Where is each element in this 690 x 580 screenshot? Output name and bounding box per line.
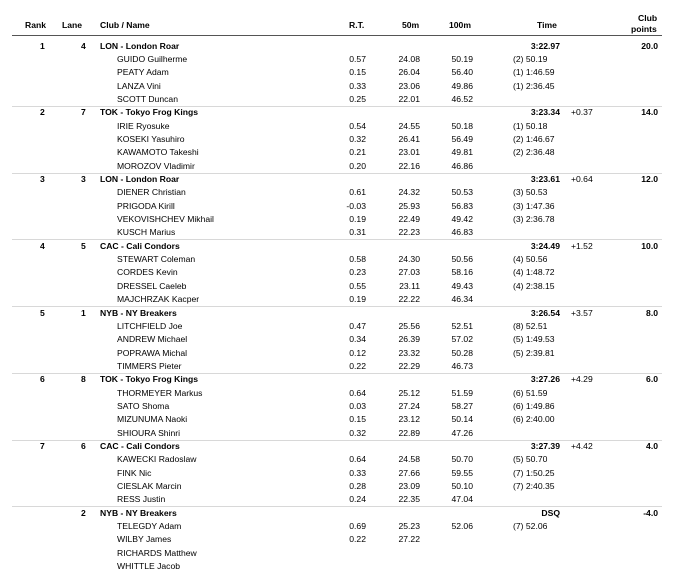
swimmer-split-50m: 22.35: [398, 494, 420, 505]
results-header: [0, 0, 690, 36]
team-lane: 4: [81, 40, 86, 51]
swimmer-name: DIENER Christian: [117, 187, 186, 198]
swimmer-split-50m: 22.49: [398, 214, 420, 225]
swimmer-name: WHITTLE Jacob: [117, 561, 181, 572]
team-time: 3:23.34: [530, 107, 560, 118]
team-time: DSQ: [541, 507, 560, 518]
team-lane: 8: [81, 374, 86, 385]
swimmer-split-100m: 49.86: [451, 80, 473, 91]
swimmer-cumulative-split: (5) 50.70: [513, 454, 548, 465]
team-time: 3:22.97: [530, 40, 560, 51]
swimmer-name: TIMMERS Pieter: [117, 360, 182, 371]
swimmer-split-50m: 23.09: [398, 481, 420, 492]
swimmer-reaction-time: 0.28: [349, 481, 366, 492]
swimmer-cumulative-split: (5) 1:49.53: [513, 334, 555, 345]
swimmer-split-50m: 25.93: [398, 200, 420, 211]
team-lane: 2: [81, 507, 86, 518]
swimmer-cumulative-split: (6) 1:49.86: [513, 400, 555, 411]
swimmer-reaction-time: 0.69: [349, 521, 366, 532]
swimmer-reaction-time: 0.61: [349, 187, 366, 198]
swimmer-split-100m: 47.26: [451, 427, 473, 438]
swimmer-reaction-time: 0.33: [349, 80, 366, 91]
team-time-behind: +4.42: [571, 441, 593, 451]
swimmer-reaction-time: 0.24: [349, 494, 366, 505]
swimmer-name: SATO Shoma: [117, 400, 170, 411]
swimmer-reaction-time: 0.15: [349, 67, 366, 78]
swimmer-split-100m: 46.86: [451, 160, 473, 171]
swimmer-split-50m: 22.29: [398, 360, 420, 371]
swimmer-cumulative-split: (2) 2:36.48: [513, 147, 555, 158]
swimmer-reaction-time: 0.19: [349, 214, 366, 225]
swimmer-name: GUIDO Guilherme: [117, 53, 188, 64]
swimmer-split-100m: 58.27: [451, 400, 473, 411]
swimmer-split-50m: 24.32: [398, 187, 420, 198]
swimmer-split-100m: 51.59: [451, 387, 473, 398]
swimmer-cumulative-split: (2) 1:46.67: [513, 133, 555, 144]
swimmer-split-100m: 46.52: [451, 93, 473, 104]
swimmer-name: CIESLAK Marcin: [117, 481, 182, 492]
swimmer-name: PRIGODA Kirill: [117, 200, 175, 211]
team-club-points: 20.0: [641, 40, 658, 51]
swimmer-cumulative-split: (2) 50.19: [513, 53, 548, 64]
team-club-points: 4.0: [646, 441, 658, 451]
swimmer-split-100m: 56.49: [451, 133, 473, 144]
swimmer-split-100m: 49.43: [451, 280, 473, 291]
swimmer-split-100m: 50.70: [451, 454, 473, 465]
team-lane: 6: [81, 441, 86, 451]
swimmer-split-50m: 25.56: [398, 320, 420, 331]
team-lane: 7: [81, 107, 86, 118]
swimmer-name: FINK Nic: [117, 467, 152, 478]
swimmer-reaction-time: 0.22: [349, 360, 366, 371]
swimmer-reaction-time: 0.22: [349, 534, 366, 545]
swimmer-split-50m: 24.58: [398, 454, 420, 465]
swimmer-split-100m: 50.56: [451, 254, 473, 265]
swimmer-name: LITCHFIELD Joe: [117, 320, 183, 331]
club-name-header: Club / Name: [100, 20, 150, 30]
swimmer-split-50m: 24.08: [398, 53, 420, 64]
team-time-behind: +4.29: [571, 374, 593, 385]
swimmer-split-50m: 27.24: [398, 400, 420, 411]
swimmer-reaction-time: 0.64: [349, 387, 366, 398]
team-lane: 5: [81, 240, 86, 251]
swimmer-split-100m: 46.34: [451, 294, 473, 305]
swimmer-split-100m: 49.42: [451, 214, 473, 225]
swimmer-split-50m: 27.66: [398, 467, 420, 478]
split-50m-header: 50m: [402, 20, 420, 30]
swimmer-cumulative-split: (1) 50.18: [513, 120, 548, 131]
swimmer-name: TELEGDY Adam: [117, 521, 182, 532]
swimmer-reaction-time: 0.20: [349, 160, 366, 171]
swimmer-split-50m: 25.23: [398, 521, 420, 532]
swimmer-name: MOROZOV Vladimir: [117, 160, 195, 171]
team-club-name: NYB - NY Breakers: [100, 307, 177, 318]
swimmer-reaction-time: 0.21: [349, 147, 366, 158]
swimmer-reaction-time: 0.12: [349, 347, 366, 358]
reaction-time-header: R.T.: [349, 20, 365, 30]
swimmer-split-100m: 50.14: [451, 414, 473, 425]
club-points-header-line1: Club: [638, 13, 658, 23]
swimmer-name: LANZA Vini: [117, 80, 161, 91]
swimmer-split-50m: 23.12: [398, 414, 420, 425]
team-club-points: 6.0: [646, 374, 658, 385]
team-club-points: 10.0: [641, 240, 658, 251]
swimmer-split-100m: 58.16: [451, 267, 473, 278]
swimmer-split-100m: 50.28: [451, 347, 473, 358]
team-club-name: TOK - Tokyo Frog Kings: [100, 107, 199, 118]
swimmer-name: STEWART Coleman: [117, 254, 196, 265]
team-rank: 4: [40, 240, 45, 251]
swimmer-name: RESS Justin: [117, 494, 166, 505]
team-time: 3:27.26: [530, 374, 560, 385]
team-time-behind: +3.57: [571, 307, 593, 318]
swimmer-reaction-time: 0.34: [349, 334, 366, 345]
swimmer-split-100m: 50.18: [451, 120, 473, 131]
swimmer-cumulative-split: (5) 2:39.81: [513, 347, 555, 358]
swimmer-reaction-time: 0.23: [349, 267, 366, 278]
swimmer-split-100m: 57.02: [451, 334, 473, 345]
swimmer-split-100m: 47.04: [451, 494, 473, 505]
swimmer-reaction-time: 0.31: [349, 227, 366, 238]
swimmer-split-100m: 46.83: [451, 227, 473, 238]
team-time: 3:27.39: [530, 441, 560, 451]
team-club-name: LON - London Roar: [100, 40, 180, 51]
team-club-points: 8.0: [646, 307, 658, 318]
swimmer-reaction-time: 0.57: [349, 53, 366, 64]
swimmer-split-100m: 52.51: [451, 320, 473, 331]
team-club-name: NYB - NY Breakers: [100, 507, 177, 518]
swimmer-split-100m: 56.40: [451, 67, 473, 78]
swimmer-reaction-time: 0.64: [349, 454, 366, 465]
team-club-name: CAC - Cali Condors: [100, 240, 180, 251]
swimmer-split-100m: 56.83: [451, 200, 473, 211]
swimmer-split-50m: 23.01: [398, 147, 420, 158]
team-lane: 1: [81, 307, 86, 318]
team-time-behind: +1.52: [571, 240, 593, 251]
swimmer-name: THORMEYER Markus: [117, 387, 203, 398]
swimmer-split-100m: 52.06: [451, 521, 473, 532]
swimmer-reaction-time: 0.47: [349, 320, 366, 331]
swimmer-name: MIZUNUMA Naoki: [117, 414, 188, 425]
swimmer-reaction-time: 0.55: [349, 280, 366, 291]
swimmer-cumulative-split: (3) 1:47.36: [513, 200, 555, 211]
header-divider: [12, 35, 662, 36]
team-lane: 3: [81, 174, 86, 184]
swimmer-name: SHIOURA Shinri: [117, 427, 181, 438]
swimmer-name: KAWAMOTO Takeshi: [117, 147, 199, 158]
swimmer-split-100m: 50.19: [451, 53, 473, 64]
swimmer-split-100m: 46.73: [451, 360, 473, 371]
swimmer-cumulative-split: (6) 51.59: [513, 387, 548, 398]
swimmer-cumulative-split: (4) 50.56: [513, 254, 548, 265]
swimmer-cumulative-split: (8) 52.51: [513, 320, 548, 331]
swimmer-split-50m: 22.16: [398, 160, 420, 171]
swimmer-split-50m: 22.22: [398, 294, 420, 305]
team-club-name: CAC - Cali Condors: [100, 441, 180, 451]
team-rank: 1: [40, 40, 45, 51]
swimmer-name: ANDREW Michael: [117, 334, 188, 345]
swimmer-split-50m: 22.01: [398, 93, 420, 104]
swimmer-split-50m: 23.06: [398, 80, 420, 91]
swimmer-name: KUSCH Marius: [117, 227, 176, 238]
swimmer-name: KOSEKI Yasuhiro: [117, 133, 185, 144]
swimmer-split-50m: 25.12: [398, 387, 420, 398]
swimmer-cumulative-split: (3) 50.53: [513, 187, 548, 198]
swimmer-cumulative-split: (1) 1:46.59: [513, 67, 555, 78]
swimmer-reaction-time: -0.03: [346, 200, 366, 211]
team-club-points: 14.0: [641, 107, 658, 118]
team-time: 3:24.49: [530, 240, 560, 251]
swimmer-cumulative-split: (4) 2:38.15: [513, 280, 555, 291]
swimmer-split-50m: 23.11: [399, 280, 420, 291]
swimmer-split-50m: 27.22: [398, 534, 420, 545]
swimmer-cumulative-split: (3) 2:36.78: [513, 214, 555, 225]
swimmer-reaction-time: 0.19: [349, 294, 366, 305]
time-header: Time: [537, 20, 557, 30]
swimmer-cumulative-split: (1) 2:36.45: [513, 80, 555, 91]
swimmer-split-50m: 24.30: [398, 254, 420, 265]
swimmer-name: DRESSEL Caeleb: [117, 280, 187, 291]
split-100m-header: 100m: [449, 20, 471, 30]
team-rank: 7: [40, 441, 45, 451]
swimmer-name: KAWECKI Radoslaw: [117, 454, 197, 465]
swimmer-reaction-time: 0.03: [349, 400, 366, 411]
swimmer-cumulative-split: (7) 1:50.25: [513, 467, 555, 478]
team-club-name: TOK - Tokyo Frog Kings: [100, 374, 199, 385]
swimmer-split-50m: 24.55: [398, 120, 420, 131]
swimmer-split-100m: 49.81: [451, 147, 473, 158]
team-rank: 2: [40, 107, 45, 118]
swimmer-name: VEKOVISHCHEV Mikhail: [117, 214, 214, 225]
team-time-behind: +0.64: [571, 174, 593, 184]
team-time: 3:23.61: [530, 174, 560, 184]
swimmer-reaction-time: 0.58: [349, 254, 366, 265]
swimmer-split-50m: 22.89: [398, 427, 420, 438]
swimmer-split-50m: 22.23: [398, 227, 420, 238]
team-rank: 3: [40, 174, 45, 184]
team-rank: 6: [40, 374, 45, 385]
swimmer-split-100m: 50.53: [451, 187, 473, 198]
swimmer-name: WILBY James: [117, 534, 172, 545]
swimmer-split-50m: 26.41: [398, 133, 420, 144]
swimmer-name: MAJCHRZAK Kacper: [117, 294, 200, 305]
swimmer-name: PEATY Adam: [117, 67, 169, 78]
lane-header: Lane: [62, 20, 83, 30]
team-club-name: LON - London Roar: [100, 174, 180, 184]
team-time-behind: +0.37: [571, 107, 593, 118]
swimmer-name: RICHARDS Matthew: [117, 547, 197, 558]
swimmer-split-50m: 26.39: [398, 334, 420, 345]
team-club-points: -4.0: [643, 507, 658, 518]
swimmer-name: CORDES Kevin: [117, 267, 178, 278]
swimmer-cumulative-split: (6) 2:40.00: [513, 414, 555, 425]
swimmer-cumulative-split: (4) 1:48.72: [513, 267, 555, 278]
swimmer-cumulative-split: (7) 2:40.35: [513, 481, 555, 492]
team-club-points: 12.0: [641, 174, 658, 184]
rank-header: Rank: [25, 20, 47, 30]
swimmer-split-50m: 26.04: [398, 67, 420, 78]
swimmer-reaction-time: 0.33: [349, 467, 366, 478]
swimmer-reaction-time: 0.32: [349, 133, 366, 144]
team-time: 3:26.54: [530, 307, 560, 318]
swimmer-name: IRIE Ryosuke: [117, 120, 170, 131]
swimmer-name: POPRAWA Michal: [117, 347, 188, 358]
swimmer-reaction-time: 0.32: [349, 427, 366, 438]
swimmer-reaction-time: 0.15: [349, 414, 366, 425]
swimmer-reaction-time: 0.25: [349, 93, 366, 104]
swimmer-split-100m: 50.10: [451, 481, 473, 492]
team-rank: 5: [40, 307, 45, 318]
swimmer-split-100m: 59.55: [451, 467, 473, 478]
swimmer-split-50m: 23.32: [398, 347, 420, 358]
swimmer-cumulative-split: (7) 52.06: [513, 521, 548, 532]
swimmer-reaction-time: 0.54: [349, 120, 366, 131]
swimmer-split-50m: 27.03: [398, 267, 420, 278]
swimmer-name: SCOTT Duncan: [117, 93, 178, 104]
club-points-header-line2: points: [631, 24, 657, 34]
